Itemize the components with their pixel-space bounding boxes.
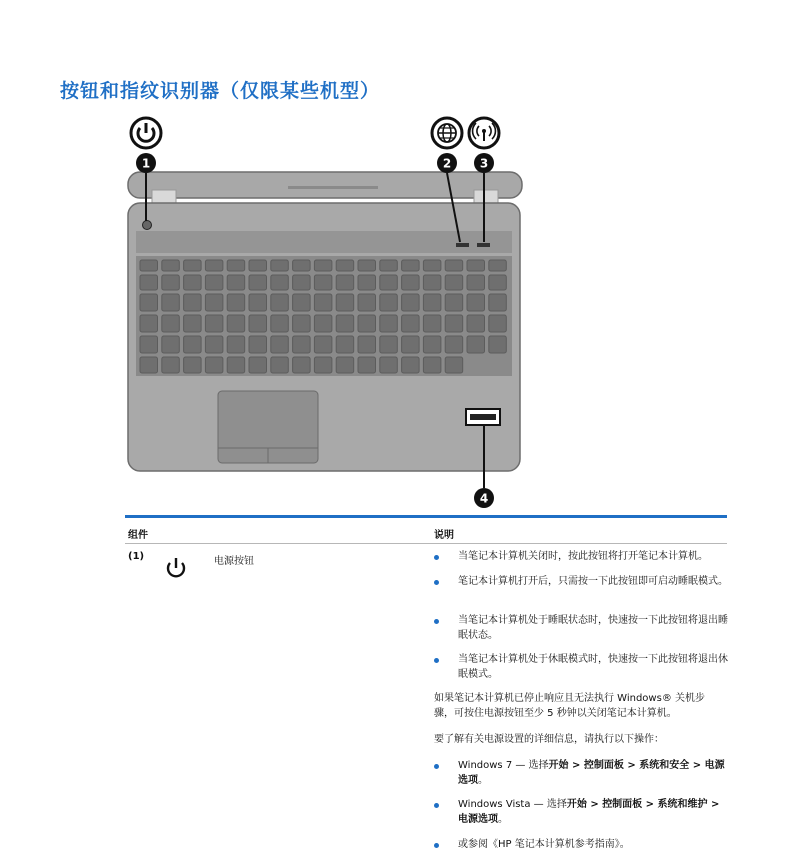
svg-text:2: 2 <box>442 156 452 171</box>
keyboard-key <box>423 275 441 290</box>
keyboard-key <box>489 294 507 311</box>
keyboard-key <box>162 294 180 311</box>
keyboard-key <box>314 275 332 290</box>
keyboard-key <box>489 336 507 353</box>
keyboard-key <box>467 275 485 290</box>
paragraph-shutdown: 如果笔记本计算机已停止响应且无法执行 Windows® 关机步骤，可按住电源按钮至少 5 秒钟以关闭笔记本计算机。 <box>434 693 705 719</box>
keyboard-key <box>140 336 158 353</box>
keyboard-key <box>293 294 311 311</box>
keyboard-key <box>293 336 311 353</box>
keyboard-key <box>205 294 223 311</box>
keyboard-key <box>184 294 202 311</box>
bullet-text: 当笔记本计算机处于休眠模式时，快速按一下此按钮将退出休眠模式。 <box>458 654 728 680</box>
svg-text:4: 4 <box>479 491 489 506</box>
keyboard-key <box>336 260 354 271</box>
keyboard-key <box>271 336 289 353</box>
keyboard-key <box>249 357 267 373</box>
keyboard-key <box>162 275 180 290</box>
row-name: 电源按钮 <box>214 556 254 567</box>
keyboard-key <box>140 357 158 373</box>
keyboard-key <box>402 275 420 290</box>
power-button-on-laptop <box>143 221 152 230</box>
keyboard-key <box>402 336 420 353</box>
keyboard-key <box>489 315 507 332</box>
globe-icon <box>432 118 462 148</box>
bullet-marker <box>434 658 442 666</box>
keyboard-key <box>336 315 354 332</box>
bullet-marker <box>434 555 442 563</box>
keyboard-key <box>184 275 202 290</box>
svg-text:3: 3 <box>479 156 489 171</box>
keyboard-key <box>336 336 354 353</box>
keyboard-key <box>227 260 245 271</box>
keyboard-key <box>162 315 180 332</box>
callout-2 <box>437 153 457 173</box>
keyboard-key <box>314 315 332 332</box>
web-button-on-laptop <box>456 243 469 247</box>
callout-3 <box>474 153 494 173</box>
keyboard-key <box>467 336 485 353</box>
keyboard-key <box>445 336 463 353</box>
keyboard-key <box>249 315 267 332</box>
keyboard-key <box>293 260 311 271</box>
keyboard-key <box>314 357 332 373</box>
bullet-marker <box>434 843 442 851</box>
display-hinge <box>128 172 522 198</box>
keyboard-key <box>293 275 311 290</box>
row-number: (1) <box>128 551 145 562</box>
keyboard-key <box>380 294 398 311</box>
bullet-marker <box>434 580 442 588</box>
keyboard-key <box>467 260 485 271</box>
keyboard-key <box>205 357 223 373</box>
keyboard-key <box>227 336 245 353</box>
keyboard-key <box>336 357 354 373</box>
keyboard-key <box>467 294 485 311</box>
header-divider <box>125 543 727 544</box>
keyboard-key <box>249 275 267 290</box>
keyboard-key <box>380 336 398 353</box>
keyboard-key <box>227 357 245 373</box>
keyboard-key <box>314 294 332 311</box>
keyboard-key <box>271 357 289 373</box>
keyboard-key <box>271 294 289 311</box>
bullet-text: 笔记本计算机打开后，只需按一下此按钮即可启动睡眠模式。 <box>458 576 728 587</box>
keyboard-key <box>402 294 420 311</box>
keyboard-key <box>271 260 289 271</box>
keyboard-key <box>489 275 507 290</box>
keyboard-key <box>314 336 332 353</box>
keyboard-key <box>205 260 223 271</box>
bullet-windows-vista: Windows Vista — 选择开始 > 控制面板 > 系统和维护 > 电源选项。 <box>458 799 720 825</box>
keyboard-key <box>445 315 463 332</box>
paragraph-power-settings: 要了解有关电源设置的详细信息，请执行以下操作： <box>434 734 664 745</box>
keyboard-key <box>227 315 245 332</box>
keyboard-key <box>402 260 420 271</box>
bullet-text: 当笔记本计算机关闭时，按此按钮将打开笔记本计算机。 <box>458 551 708 562</box>
bullet-marker <box>434 803 442 811</box>
keyboard-key <box>358 275 376 290</box>
power-icon <box>131 118 161 148</box>
keyboard-key <box>380 315 398 332</box>
keyboard-key <box>184 357 202 373</box>
keyboard-key <box>162 336 180 353</box>
keyboard-key <box>445 357 463 373</box>
keyboard-key <box>336 294 354 311</box>
keyboard-key <box>402 315 420 332</box>
keyboard-key <box>423 357 441 373</box>
keyboard-key <box>227 294 245 311</box>
keyboard-key <box>293 357 311 373</box>
wireless-button-on-laptop <box>477 243 490 247</box>
keyboard-key <box>423 260 441 271</box>
keyboard-key <box>445 275 463 290</box>
keyboard-key <box>249 260 267 271</box>
keyboard-key <box>205 275 223 290</box>
bullet-text: 当笔记本计算机处于睡眠状态时，快速按一下此按钮将退出睡眠状态。 <box>458 615 728 641</box>
keyboard-key <box>358 260 376 271</box>
speaker-grille <box>136 231 512 253</box>
keyboard-key <box>423 336 441 353</box>
keyboard-key <box>402 357 420 373</box>
keyboard-key <box>249 294 267 311</box>
callout-4 <box>474 488 494 508</box>
keyboard-key <box>271 275 289 290</box>
keyboard-key <box>380 357 398 373</box>
keyboard-key <box>162 357 180 373</box>
keyboard-key <box>358 315 376 332</box>
header-component: 组件 <box>128 530 148 541</box>
bullet-windows7: Windows 7 — 选择开始 > 控制面板 > 系统和安全 > 电源选项。 <box>458 760 725 786</box>
bullet-marker <box>434 764 442 772</box>
keyboard-key <box>358 357 376 373</box>
keyboard-key <box>205 315 223 332</box>
keyboard-key <box>467 315 485 332</box>
keyboard-key <box>358 294 376 311</box>
bullet-marker <box>434 619 442 627</box>
keyboard-key <box>380 260 398 271</box>
header-description: 说明 <box>434 530 454 541</box>
keyboard-key <box>423 294 441 311</box>
keyboard-key <box>162 260 180 271</box>
keyboard-key <box>140 260 158 271</box>
callout-1 <box>136 153 156 173</box>
keyboard-key <box>184 260 202 271</box>
bullet-guide: 或参阅《HP 笔记本计算机参考指南》。 <box>458 839 630 850</box>
keyboard-key <box>184 336 202 353</box>
keyboard-key <box>489 260 507 271</box>
keyboard-key <box>227 275 245 290</box>
keyboard-key <box>358 336 376 353</box>
keyboard-key <box>445 294 463 311</box>
keyboard-key <box>423 315 441 332</box>
keyboard-key <box>140 315 158 332</box>
power-icon <box>164 556 188 580</box>
keyboard-key <box>271 315 289 332</box>
keyboard-key <box>445 260 463 271</box>
keyboard-key <box>249 336 267 353</box>
wireless-icon <box>469 118 499 148</box>
page-title: 按钮和指纹识别器（仅限某些机型） <box>60 80 381 102</box>
table-top-rule <box>125 515 727 518</box>
keyboard-key <box>293 315 311 332</box>
svg-text:1: 1 <box>141 156 151 171</box>
keyboard-key <box>336 275 354 290</box>
keyboard-key <box>140 294 158 311</box>
keyboard-key <box>140 275 158 290</box>
keyboard-key <box>380 275 398 290</box>
keyboard-key <box>205 336 223 353</box>
keyboard-key <box>314 260 332 271</box>
keyboard-key <box>184 315 202 332</box>
